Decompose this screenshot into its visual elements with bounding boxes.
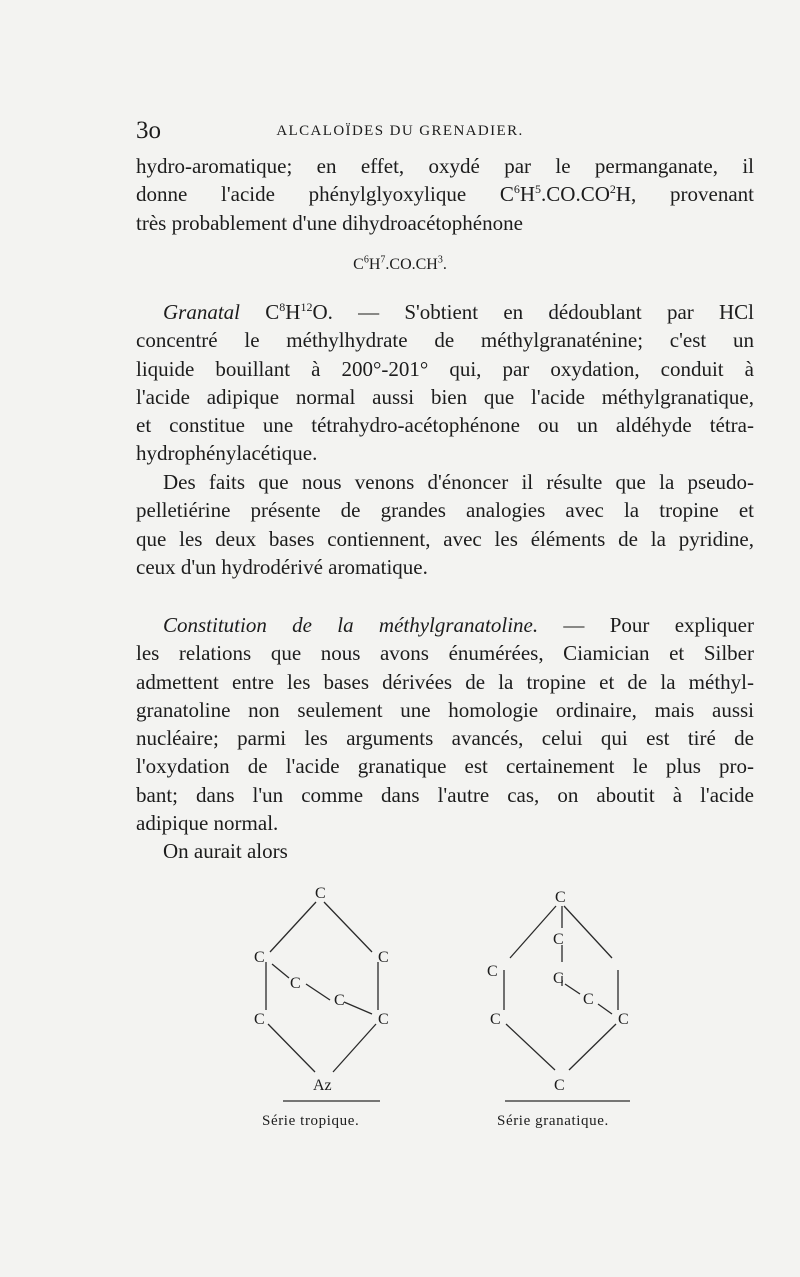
text-line: l'oxydation de l'acide granatique est certainement le plus pro- <box>136 754 754 779</box>
page-number: 3o <box>136 117 161 144</box>
atom-label: C <box>254 949 265 966</box>
atom-label: C <box>583 991 594 1008</box>
running-title: ALCALOÏDES DU GRENADIER. <box>276 123 524 139</box>
atom-label: C <box>553 931 564 948</box>
text-line: donne l'acide phénylglyoxylique $C^6H^5.CO.CO^2H$, provenant <box>136 182 754 207</box>
atom-label: C <box>254 1011 265 1028</box>
atom-label: C <box>487 963 498 980</box>
text-line: adipique normal. <box>136 811 279 836</box>
centered-formula: $C^6H^7.CO.CH^3$. <box>353 254 447 273</box>
text-line: concentré le méthylhydrate de méthylgranaténine; c'est un <box>136 328 754 353</box>
text-line: et constitue une tétrahydro-acétophénone ou un aldéhyde tétra- <box>136 413 754 438</box>
text-line: Constitution de la méthylgranatoline. — Pour expliquer <box>163 613 754 637</box>
atom-label: Az <box>313 1077 332 1094</box>
atom-label: C <box>290 975 301 992</box>
text-line: liquide bouillant à 200°-201° qui, par oxydation, conduit à <box>136 356 754 381</box>
atom-label: C <box>490 1011 501 1028</box>
caption-tropique: Série tropique. <box>262 1113 360 1129</box>
text-line: On aurait alors <box>163 839 288 864</box>
atom-label: C <box>553 970 564 987</box>
caption-granatique: Série granatique. <box>497 1113 609 1129</box>
text-line: pelletiérine présente de grandes analogies avec la tropine et <box>136 498 754 523</box>
text-line: ceux d'un hydrodérivé aromatique. <box>136 554 428 579</box>
text-line: nucléaire; parmi les arguments avancés, celui qui est tiré de <box>136 726 754 751</box>
text-line: Des faits que nous venons d'énoncer il résulte que la pseudo- <box>163 470 754 494</box>
text-line: très probablement d'une dihydroacétophénone <box>136 210 523 235</box>
text-line: hydrophénylacétique. <box>136 441 318 466</box>
compound-name: Granatal <box>163 300 241 324</box>
atom-label: C <box>554 1077 565 1094</box>
granatique-structure <box>487 889 630 1129</box>
atom-label: C <box>378 1011 389 1028</box>
atom-label: C <box>334 992 345 1009</box>
text-line: hydro-aromatique; en effet, oxydé par le permanganate, il <box>136 154 754 178</box>
text-line: les relations que nous avons énumérées, Ciamician et Silber <box>136 641 754 666</box>
text-line: bant; dans l'un comme dans l'autre cas, on aboutit à l'acide <box>136 782 754 807</box>
text-line: Granatal $C^8H^{12}O$. — S'obtient en dédoublant par HCl <box>163 300 754 324</box>
text-line: admettent entre les bases dérivées de la tropine et de la méthyl- <box>136 669 754 694</box>
atom-label: C <box>555 889 566 906</box>
text-line: que les deux bases contiennent, avec les éléments de la pyridine, <box>136 526 754 551</box>
text-line: granatoline non seulement une homologie ordinaire, mais aussi <box>136 697 754 722</box>
section-heading: Constitution de la méthylgranatoline. <box>163 613 539 637</box>
atom-label: C <box>315 885 326 902</box>
tropique-structure <box>254 885 389 1129</box>
atom-label: C <box>618 1011 629 1028</box>
atom-label: C <box>378 949 389 966</box>
text-line: l'acide adipique normal aussi bien que l'acide méthylgranatique, <box>136 384 754 409</box>
